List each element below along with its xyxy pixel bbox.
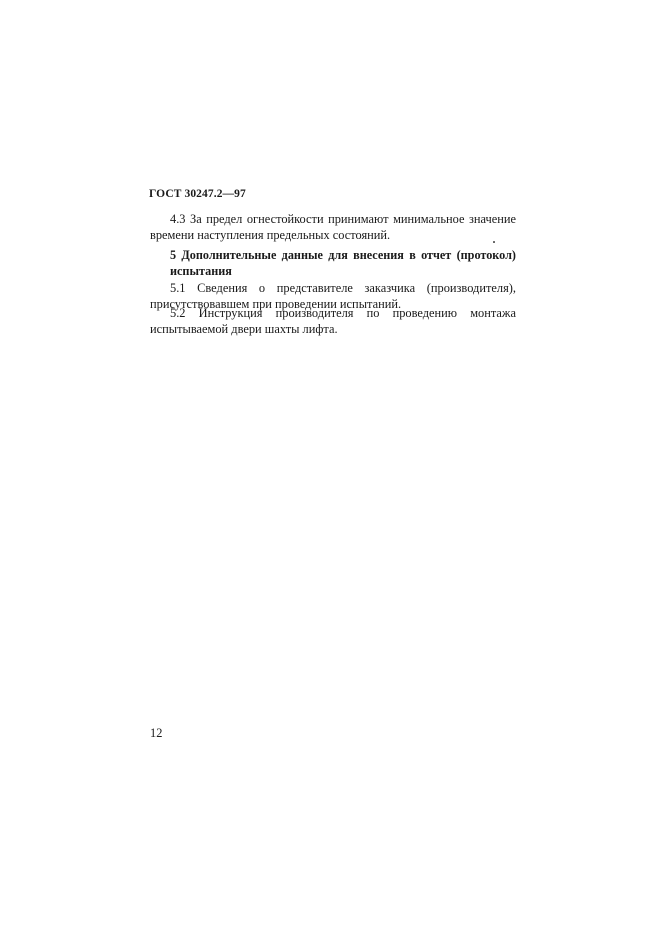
section-5-title: 5 Дополнительные данные для внесения в отчет (протокол) испытания <box>170 248 516 278</box>
clause-5-1: 5.1 Сведения о представителе заказчика (производителя), присутствовавшем при проведении испытаний. <box>150 281 516 311</box>
clause-4-3: 4.3 За предел огнестойкости принимают минимальное значение времени наступления предельных состояний. <box>150 212 516 242</box>
document-header: ГОСТ 30247.2—97 <box>149 188 246 200</box>
page-number: 12 <box>150 726 163 740</box>
stray-mark <box>493 241 495 243</box>
clause-5-2: 5.2 Инструкция производителя по проведению монтажа испытываемой двери шахты лифта. <box>150 306 516 336</box>
